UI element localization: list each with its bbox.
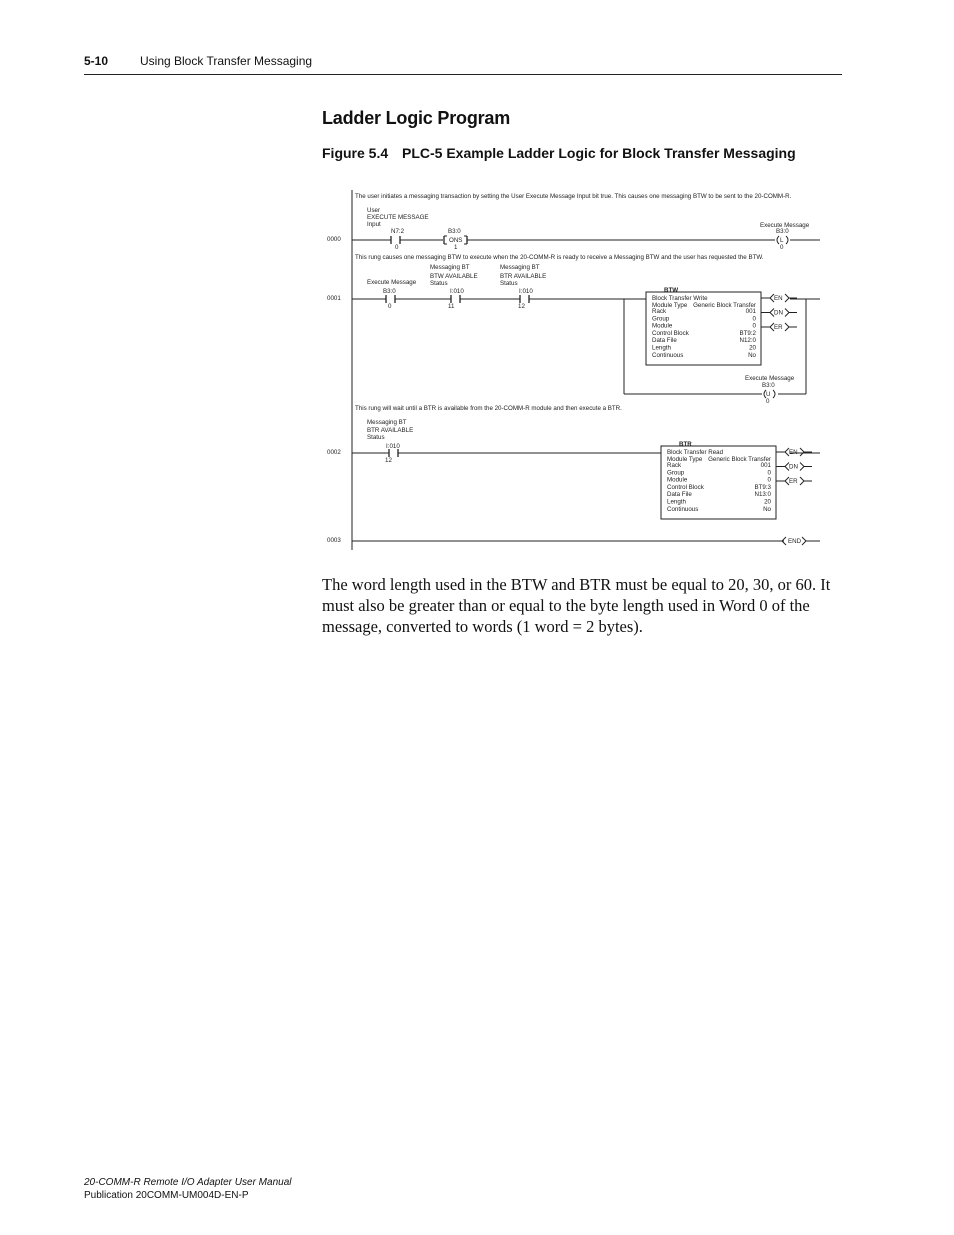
rung1-c2-desc1: Messaging BT: [430, 264, 470, 271]
rung0-ons-bit: 1: [454, 244, 458, 251]
btr-module-type-label: Module Type: [667, 456, 703, 463]
rung0-number: 0000: [327, 236, 341, 243]
rung2-comment: This rung will wait until a BTR is available from the 20-COMM-R module and then execute a BTR.: [355, 405, 622, 412]
rung2-c1-addr: I:010: [386, 443, 400, 450]
ladder-diagram: [0, 0, 954, 560]
param-value: 0: [767, 476, 771, 484]
btr-parameter-rows: [667, 462, 772, 513]
rung0-coil-symbol: L: [780, 237, 784, 244]
rung0-c1-desc1: User: [367, 207, 381, 214]
param-value: N12:0: [739, 337, 756, 345]
btw-module-type-value: Generic Block Transfer: [693, 302, 756, 309]
btr-tag: BTR: [679, 441, 692, 448]
chapter-title: Using Block Transfer Messaging: [140, 54, 313, 68]
rung1-c1-addr: B3:0: [383, 288, 396, 295]
rung0-c1-desc2: EXECUTE MESSAGE: [367, 214, 429, 221]
param-value: 001: [745, 308, 756, 315]
rung2-c1-desc1: Messaging BT: [367, 419, 407, 426]
btw-tag: BTW: [664, 287, 679, 294]
rung0-c1-bit: 0: [395, 244, 399, 251]
rung0-c1-addr: N7:2: [391, 228, 405, 235]
btr-module-type-value: Generic Block Transfer: [708, 456, 771, 463]
rung0-ons-label: ONS: [449, 237, 463, 244]
rung0-ons-addr: B3:0: [448, 228, 461, 235]
output-coil-end: [785, 323, 789, 331]
param-label: Control Block: [667, 483, 704, 491]
figure-number: Figure 5.4: [322, 145, 389, 161]
output-label: EN: [789, 449, 798, 456]
param-label: Rack: [652, 308, 667, 315]
rung2-c1-bit: 12: [385, 457, 392, 464]
param-label: Data File: [667, 491, 692, 499]
output-coil-end: [800, 477, 804, 485]
page-number: 5-10: [84, 54, 109, 68]
rung1-bcoil-addr: B3:0: [762, 382, 775, 389]
param-value: 0: [767, 469, 771, 477]
rung2-c1-desc3: Status: [367, 434, 385, 441]
param-label: Control Block: [652, 329, 689, 337]
rung1-c3-addr: I:010: [519, 288, 533, 295]
figure-title: PLC-5 Example Ladder Logic for Block Transfer Messaging: [402, 145, 796, 161]
rung1-c1-bit: 0: [388, 303, 392, 310]
output-coil-end: [800, 448, 804, 456]
param-value: 0: [752, 322, 756, 330]
param-value: No: [748, 351, 756, 359]
rung0-coil: [777, 236, 779, 244]
param-label: Length: [652, 344, 671, 352]
output-label: DN: [774, 309, 783, 317]
rung1-bcoil-symbol: U: [766, 391, 771, 398]
output-label: ER: [774, 324, 783, 331]
rung1-bcoil-desc: Execute Message: [745, 375, 795, 382]
param-label: Module: [667, 476, 688, 484]
output-label: ER: [789, 478, 798, 485]
param-label: Rack: [667, 462, 682, 469]
param-value: BT9:2: [739, 329, 756, 337]
param-label: Continuous: [667, 505, 699, 513]
rung1-c2-desc2: BTW AVAILABLE: [430, 273, 478, 280]
body-paragraph: The word length used in the BTW and BTR must be equal to 20, 30, or 60. It must also be greater than or equal to the byte length used in Word 0 of the message, converted to words (1 word = 2 bytes).: [322, 575, 831, 636]
rung0-coil-addr: B3:0: [776, 228, 789, 235]
param-value: 20: [749, 344, 756, 352]
rung0-comment: The user initiates a messaging transaction by setting the User Execute Message Input bit true. This causes one messaging BTW to be sent to the 20-COMM-R.: [355, 193, 792, 200]
param-value: No: [763, 505, 771, 513]
rung1-bcoil-bit: 0: [766, 398, 770, 405]
rung1-c3-desc1: Messaging BT: [500, 264, 540, 271]
rung0-coil-desc: Execute Message: [760, 222, 810, 229]
rung1-c3-bit: 12: [518, 303, 525, 310]
end-label: END: [788, 538, 802, 545]
param-value: BT9:3: [754, 483, 771, 491]
rung3-number: 0003: [327, 537, 341, 544]
rung0-coil-bit: 0: [780, 244, 784, 251]
rung1-c2-desc3: Status: [430, 280, 448, 287]
output-label: DN: [789, 463, 798, 471]
rung1-number: 0001: [327, 295, 341, 302]
output-label: EN: [774, 295, 783, 302]
btw-title: Block Transfer Write: [652, 295, 708, 302]
param-value: 20: [764, 498, 771, 506]
param-label: Group: [667, 469, 685, 477]
rung2-c1-desc2: BTR AVAILABLE: [367, 427, 414, 434]
rung0-c1-desc3: Input: [367, 221, 381, 228]
param-value: 001: [760, 462, 771, 469]
btw-parameter-rows: [652, 308, 757, 359]
param-value: N13:0: [754, 491, 771, 499]
rung1-c1-desc1: Execute Message: [367, 279, 417, 286]
footer-manual-title: 20-COMM-R Remote I/O Adapter User Manual: [84, 1177, 292, 1188]
section-title: Ladder Logic Program: [322, 108, 511, 128]
rung1-c2-addr: I:010: [450, 288, 464, 295]
btr-outputs: [776, 448, 812, 485]
param-value: 0: [752, 315, 756, 323]
rung1-c2-bit: 11: [448, 303, 455, 310]
rung1-comment: This rung causes one messaging BTW to execute when the 20-COMM-R is ready to receive a Messaging BTW and the user has requested the BTW.: [355, 254, 764, 261]
output-coil-end: [800, 463, 804, 471]
btr-title: Block Transfer Read: [667, 449, 724, 456]
rung1-c3-desc2: BTR AVAILABLE: [500, 273, 547, 280]
output-coil-end: [785, 309, 789, 317]
param-label: Group: [652, 315, 670, 323]
param-label: Continuous: [652, 351, 684, 359]
output-coil-end: [785, 294, 789, 302]
param-label: Length: [667, 498, 686, 506]
footer-publication: Publication 20COMM-UM004D-EN-P: [84, 1190, 249, 1201]
param-label: Module: [652, 322, 673, 330]
rung2-number: 0002: [327, 449, 341, 456]
btw-module-type-label: Module Type: [652, 302, 688, 309]
param-label: Data File: [652, 337, 677, 345]
rung1-c3-desc3: Status: [500, 280, 518, 287]
btw-outputs: [761, 294, 797, 331]
